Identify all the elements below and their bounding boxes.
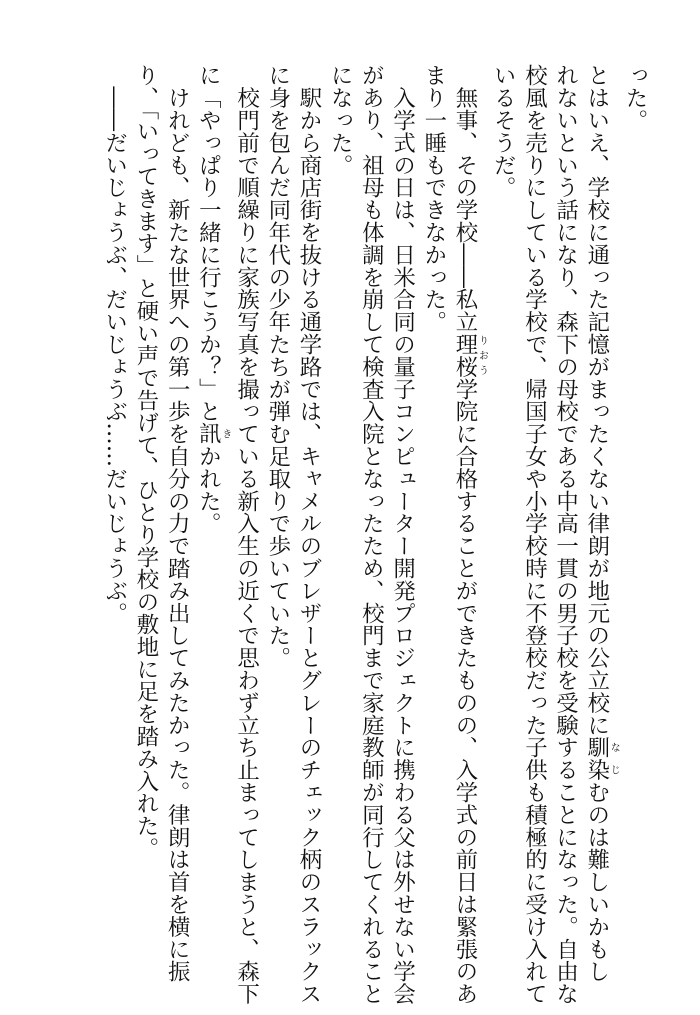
text-line: 無事、その学校――私立理桜りおう学院に合格することができたものの、入学式の前日は緊張のあ (451, 64, 488, 1005)
text-line: けれども、新たな世界への第一歩を自分の力で踏み出してみたかった。律朗は首を横に振 (164, 64, 191, 983)
text-line: に「やっぱり一緒に行こうか？」と訊きかれた。 (195, 64, 231, 535)
text-line: があり、祖母も体調を崩して検査入院となったため、校門まで家庭教師が同行してくれること (358, 64, 385, 1005)
text-line: れないという話になり、森下の母校である中高一貫の男子校を受験することになった。自由な (552, 64, 579, 1005)
text-line: り、「いってきます」と硬い声で告げて、ひとり学校の敷地に足を踏み入れた。 (132, 64, 159, 860)
text-line: 校門前で順繰りに家族写真を撮っている新入生の近くで思わず立ち止まってしまうと、森下 (233, 64, 260, 1005)
text-line: 校風を売りにしている学校で、帰国子女や小学校時に不登校だった子供も積極的に受け入れて (521, 64, 548, 1005)
text-line: に身を包んだ同年代の少年たちが弾む足取りで歩いていた。 (264, 64, 291, 669)
ruby-base: 理桜 (451, 332, 478, 378)
vertical-text-body (99, 64, 650, 1005)
text-line: ――だいじょうぶ、だいじょうぶ……だいじょうぶ。 (101, 64, 128, 624)
text-line: 入学式の日は、日米合同の量子コンピューター開発プロジェクトに携わる父は外せない学会 (389, 64, 416, 1005)
text-line: った。 (622, 64, 648, 132)
text-line: まり一睡もできなかった。 (420, 64, 447, 333)
ruby-base: 馴染 (583, 736, 610, 781)
text-line: とはいえ、学校に通った記憶がまったくない律朗が地元の公立校に馴染なじむのは難しいかもし (583, 64, 620, 983)
ruby-base: 訊 (195, 422, 222, 445)
ruby-reading: なじ (608, 736, 620, 781)
ruby-reading: き (219, 422, 231, 445)
ruby-reading: りおう (476, 332, 488, 378)
text-line: いるそうだ。 (490, 64, 517, 199)
ruby-rio (451, 332, 488, 378)
ruby-kiku (195, 422, 231, 445)
text-line: になった。 (327, 64, 354, 176)
text-line: 駅から商店街を抜ける通学路では、キャメルのブレザーとグレーのチェック柄のスラックス (295, 64, 322, 1005)
ruby-najimu (583, 736, 620, 781)
